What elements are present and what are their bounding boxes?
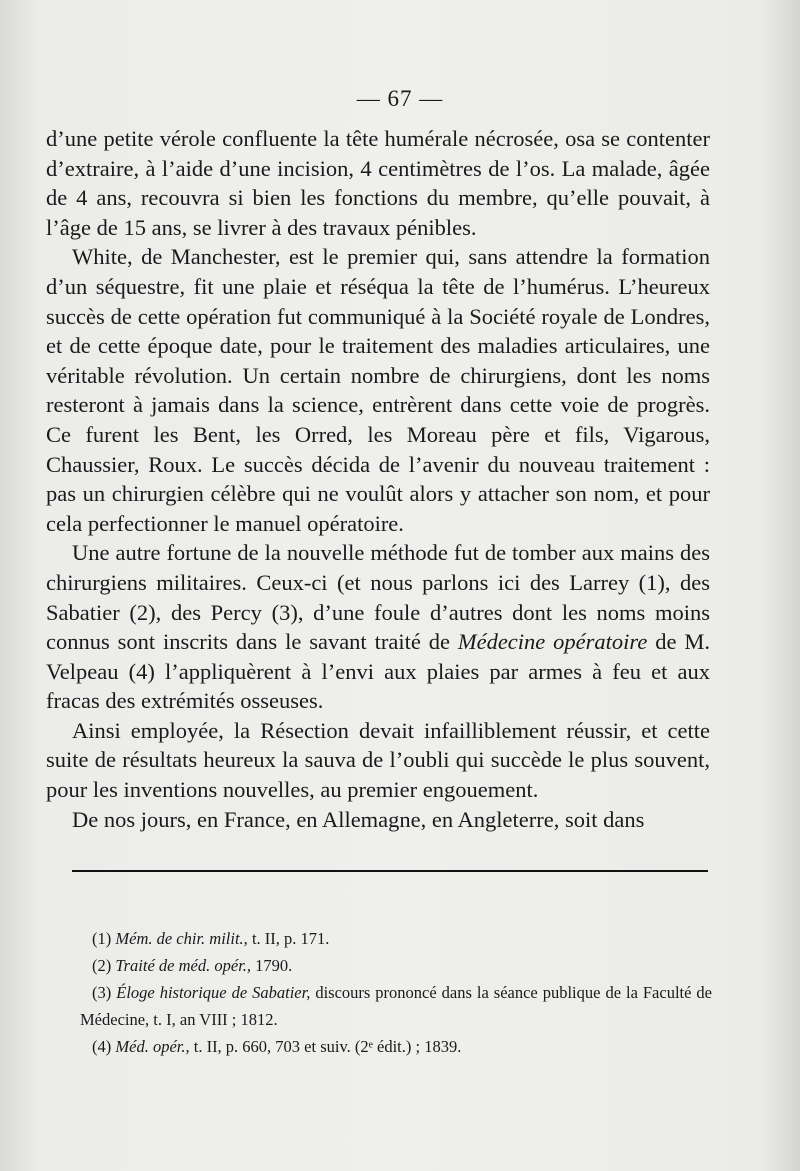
footnote-title: Mém. de chir. milit.,	[115, 929, 248, 948]
footnote-text: discours prononcé dans la séance publique de la Faculté de Médecine, t. I, an VIII ; 1812.	[80, 983, 712, 1029]
footnotes	[80, 925, 712, 1060]
paragraph	[46, 538, 710, 716]
footnote-text: 1790.	[251, 956, 293, 975]
paragraph: Ainsi employée, la Résection devait infailliblement réussir, et cette suite de résultats heureux la sauva de l’oubli qui succède le plus souvent, pour les inventions nouvelles, au premier engouement.	[46, 717, 710, 803]
footnote	[80, 1033, 712, 1060]
footnote-marker: (2)	[92, 956, 112, 975]
paragraph-text: Une autre fortune de la nouvelle méthode fut de tomber aux mains des chirurgiens militaires. Ceux-ci (et nous parlons ici des Larrey (1), des Sabatier (2), des Percy (3), d’une foule d’autres dont les noms moins connus sont inscrits dans le savant traité de	[46, 540, 710, 655]
footnote	[80, 925, 712, 952]
footnote-marker: (1)	[92, 929, 112, 948]
footnote	[80, 952, 712, 979]
footnote-text: t. II, p. 171.	[247, 929, 330, 948]
page-number: — 67 —	[356, 86, 444, 111]
italic-title: Médecine opératoire	[457, 629, 648, 655]
footnote-title: Traité de méd. opér.,	[115, 956, 252, 975]
footnote-marker: (3)	[92, 983, 112, 1002]
paragraph: De nos jours, en France, en Allemagne, en Angleterre, soit dans	[72, 806, 645, 832]
paragraph: d’une petite vérole confluente la tête humérale nécrosée, osa se contenter d’extraire, à l’aide d’une incision, 4 centimètres de l’os. La malade, âgée de 4 ans, recouvra si bien les fonctions du membre, qu’elle pouvait, à l’âge de 15 ans, se livrer à des travaux pénibles.	[46, 126, 710, 240]
footnote-title: Méd. opér.,	[115, 1037, 190, 1056]
main-text	[46, 124, 710, 834]
footnote-marker: (4)	[92, 1037, 112, 1056]
paragraph-text: de M. Velpeau (4) l’appliquèrent à l’envi aux plaies par armes à feu et aux fracas des extrémités osseuses.	[46, 629, 711, 714]
footnote-text: t. II, p. 660, 703 et suiv. (2ᵉ édit.) ; 1839.	[189, 1037, 462, 1056]
footnote-title: Éloge historique de Sabatier,	[116, 983, 311, 1002]
footnote-divider	[72, 870, 708, 872]
paragraph: White, de Manchester, est le premier qui, sans attendre la formation d’un séquestre, fit une plaie et réséqua la tête de l’humérus. L’heureux succès de cette opération fut communiqué à la Société royale de Londres, et de cette époque date, pour le traitement des maladies articulaires, une véritable révolution. Un certain nombre de chirurgiens, dont les noms resteront à jamais dans la science, entrèrent dans cette voie de progrès. Ce furent les Bent, les Orred, les Moreau père et fils, Vigarous, Chaussier, Roux. Le succès décida de l’avenir du nouveau traitement : pas un chirurgien célèbre qui ne voulût alors y attacher son nom, et pour cela perfectionner le manuel opératoire.	[46, 244, 710, 536]
footnote	[80, 979, 712, 1033]
